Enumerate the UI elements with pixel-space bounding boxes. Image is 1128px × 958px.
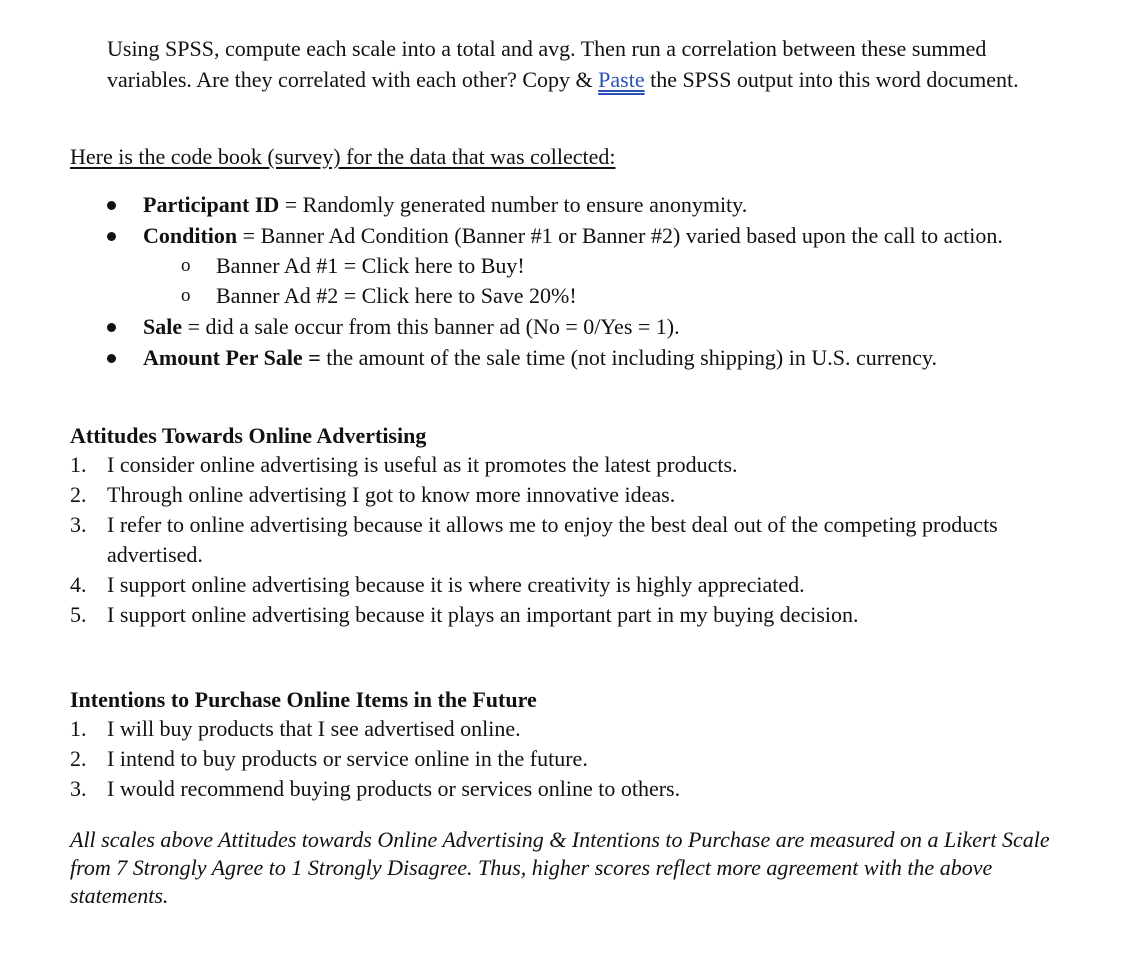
list-number: 1. — [70, 716, 87, 741]
list-item-text: I intend to buy products or service online in the future. — [107, 746, 588, 771]
desc-amount-per-sale: the amount of the sale time (not including shipping) in U.S. currency. — [320, 345, 938, 370]
sub-item-banner-ad-1 — [143, 251, 1070, 281]
intro-text-start: Using SPSS, compute each scale into a total and avg. Then run a correlation between these summed variables. Are they correlated with each other? Copy & — [107, 36, 987, 92]
sub-item-text: Banner Ad #1 = Click here to Buy! — [216, 253, 525, 278]
list-item — [70, 600, 1070, 630]
paste-link[interactable]: Paste — [598, 67, 645, 92]
list-number: 5. — [70, 602, 87, 627]
codebook-heading — [70, 141, 616, 172]
term-sale: Sale — [143, 314, 183, 339]
bullet-icon — [107, 323, 116, 332]
bullet-icon — [107, 232, 116, 241]
term-participant-id: Participant ID — [143, 192, 280, 217]
hollow-bullet-icon: o — [181, 255, 191, 276]
list-item — [70, 714, 1070, 744]
list-number: 3. — [70, 776, 87, 801]
intentions-title: Intentions to Purchase Online Items in the Future — [70, 687, 537, 712]
intentions-list — [70, 714, 1070, 804]
bullet-icon — [107, 201, 116, 210]
desc-participant-id: = Randomly generated number to ensure anonymity. — [279, 192, 748, 217]
list-item-text: I will buy products that I see advertised online. — [107, 716, 521, 741]
list-item-text: I consider online advertising is useful as it promotes the latest products. — [107, 452, 738, 477]
banner-ad-sub-list — [143, 251, 1070, 311]
list-item — [70, 744, 1070, 774]
bullet-icon — [107, 354, 116, 363]
attitudes-title: Attitudes Towards Online Advertising — [70, 423, 427, 448]
sub-item-text: Banner Ad #2 = Click here to Save 20%! — [216, 283, 577, 308]
codebook-bullet-list — [70, 189, 1070, 373]
intro-text-end: the SPSS output into this word document. — [644, 67, 1019, 92]
bullet-item-participant-id — [70, 189, 1070, 220]
bullet-item-sale — [70, 311, 1070, 342]
list-item — [70, 570, 1070, 600]
list-item — [70, 450, 1070, 480]
list-item — [70, 774, 1070, 804]
list-item-text: I support online advertising because it is where creativity is highly appreciated. — [107, 572, 805, 597]
codebook-heading-colon: : — [609, 144, 616, 169]
term-condition: Condition — [143, 223, 238, 248]
bullet-item-amount-per-sale — [70, 342, 1070, 373]
likert-scale-note: All scales above Attitudes towards Online Advertising & Intentions to Purchase are measured on a Likert Scale from 7 Strongly Agree to 1 Strongly Disagree. Thus, higher scores reflect more agreement with the above statements. — [70, 827, 1050, 908]
attitudes-list — [70, 450, 1070, 630]
list-number: 1. — [70, 452, 87, 477]
codebook-heading-text: Here is the code book (survey) for the data that was collected — [70, 144, 610, 169]
list-item-text: I support online advertising because it plays an important part in my buying decision. — [107, 602, 859, 627]
list-item — [70, 480, 1070, 510]
hollow-bullet-icon: o — [181, 285, 191, 306]
desc-sale: = did a sale occur from this banner ad (No = 0/Yes = 1). — [182, 314, 680, 339]
list-item-text: I would recommend buying products or services online to others. — [107, 776, 681, 801]
list-item — [70, 510, 1070, 570]
sub-item-banner-ad-2 — [143, 281, 1070, 311]
desc-condition: = Banner Ad Condition (Banner #1 or Banner #2) varied based upon the call to action. — [237, 223, 1003, 248]
list-number: 3. — [70, 512, 87, 537]
list-number: 4. — [70, 572, 87, 597]
list-item-text: I refer to online advertising because it allows me to enjoy the best deal out of the competing products advertised. — [107, 512, 998, 567]
list-item-text: Through online advertising I got to know more innovative ideas. — [107, 482, 676, 507]
list-number: 2. — [70, 482, 87, 507]
intro-paragraph — [107, 33, 1067, 95]
term-amount-per-sale: Amount Per Sale = — [143, 345, 321, 370]
bullet-item-condition — [70, 220, 1070, 311]
list-number: 2. — [70, 746, 87, 771]
